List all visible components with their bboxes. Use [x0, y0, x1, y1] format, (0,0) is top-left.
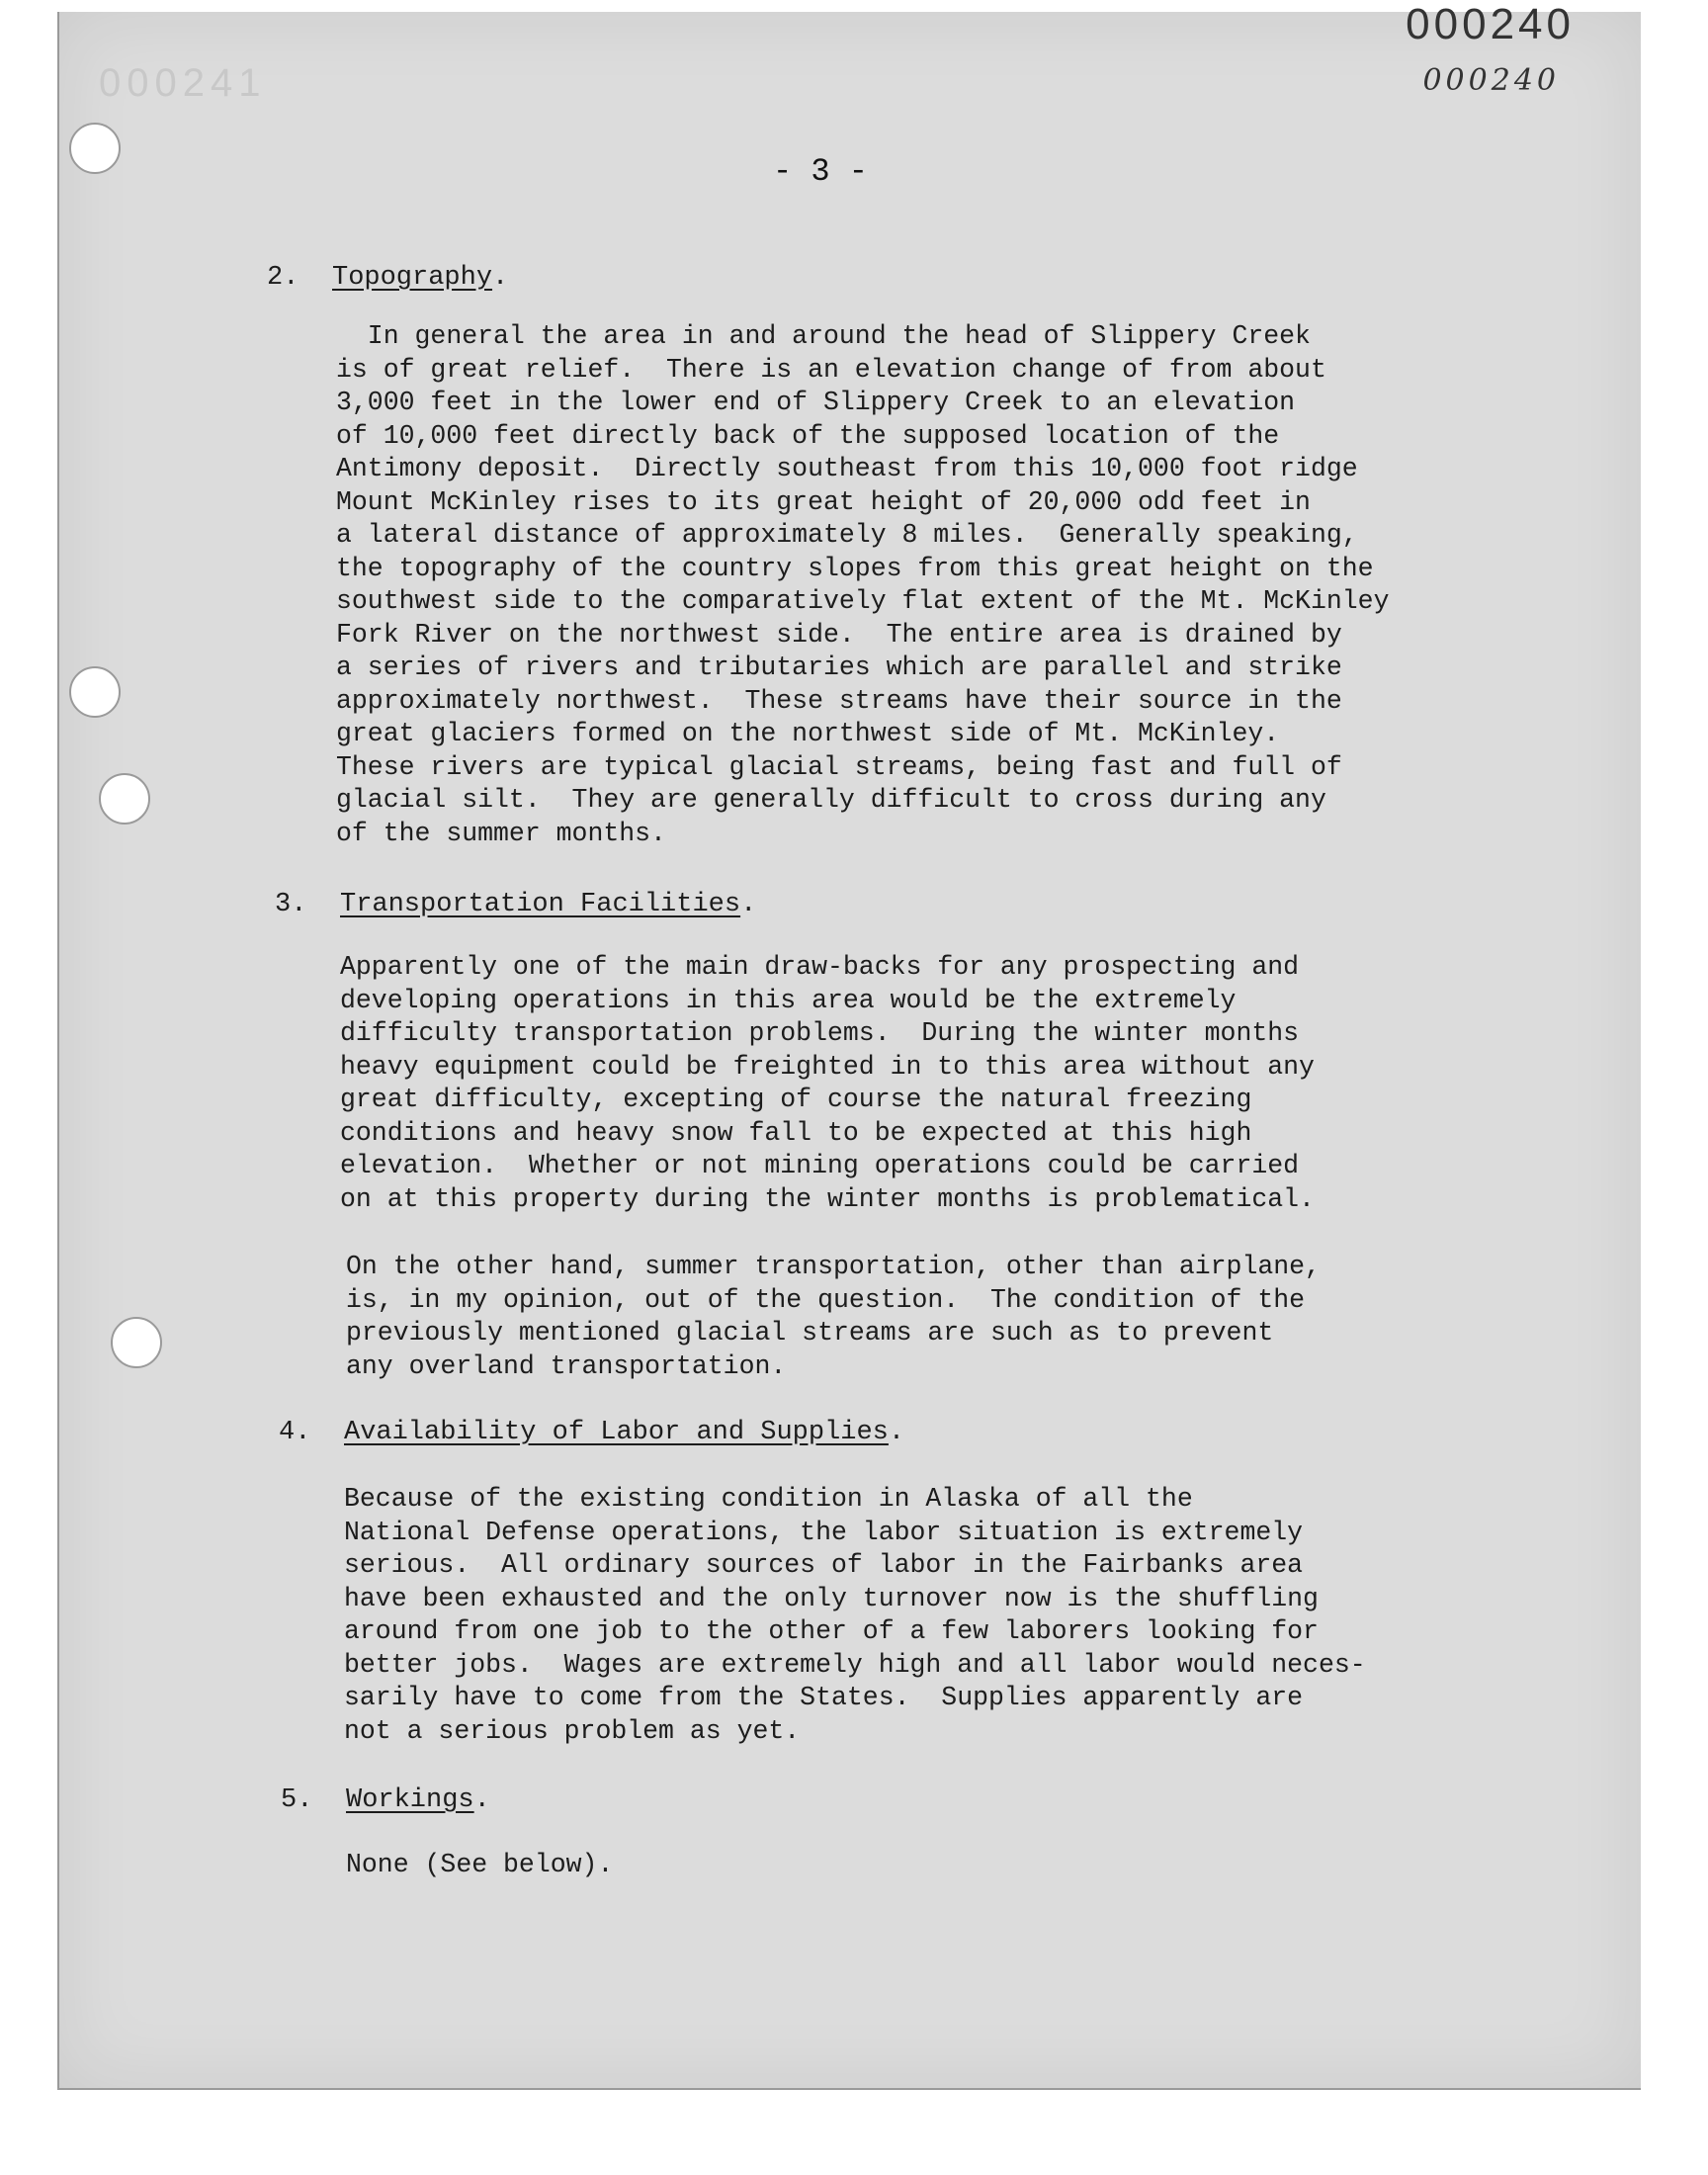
section-paragraph: Because of the existing condition in Alaska of all the National Defense operations, the labor situation is extremely serious. All ordinary sources of labor in the Fairbanks area have been exhausted and the only turnover now is the shuffling around from one job to the other of a few laborers looking for better jobs. Wages are extremely high and all labor would neces- sarily have to come from the States. Supplies apparently are not a serious problem as yet. [344, 1484, 1366, 1746]
section-heading-topography: 2. Topography. [267, 263, 509, 293]
section-heading-workings: 5. Workings. [281, 1785, 490, 1815]
section-heading-transportation: 3. Transportation Facilities. [275, 890, 757, 919]
section-paragraph: None (See below). [346, 1850, 614, 1879]
page-number: - 3 - [772, 153, 868, 190]
stamp-number: 000240 [1406, 0, 1575, 48]
section-title: Workings [346, 1785, 474, 1815]
section-number: 2. [267, 263, 299, 293]
ghost-page-number: 000241 [99, 61, 267, 105]
section-number: 4. [279, 1418, 311, 1447]
section-heading-labor: 4. Availability of Labor and Supplies. [279, 1418, 905, 1447]
punch-hole [69, 666, 121, 718]
punch-hole [99, 773, 150, 825]
section-number: 5. [281, 1785, 313, 1815]
handwritten-number: 000240 [1422, 63, 1560, 98]
section-title: Topography [332, 263, 493, 293]
section-paragraph: On the other hand, summer transportation, other than airplane, is, in my opinion, out of the question. The condition of the previously mentioned glacial streams are such as to prevent any overland transportation. [346, 1252, 1321, 1381]
section-paragraph: Apparently one of the main draw-backs for any prospecting and developing operations in this area would be the extremely difficulty transportation problems. During the winter months heavy equipment could be freighted in to this area without any great difficulty, excepting of course the natural freezing conditions and heavy snow fall to be expected at this high elevation. Whether or not mining operations could be carried on at this property during the winter months is problematical. [340, 952, 1315, 1214]
section-number: 3. [275, 890, 307, 919]
section-title: Availability of Labor and Supplies [344, 1418, 889, 1447]
punch-hole [111, 1317, 162, 1368]
section-paragraph: In general the area in and around the head of Slippery Creek is of great relief. There is an elevation change of from about 3,000 feet in the lower end of Slippery Creek to an elevation of 10,000 feet directly back of the supposed location of the Antimony deposit. Directly southeast from this 10,000 foot ridge Mount McKinley rises to its great height of 20,000 odd feet in a lateral distance of approximately 8 miles. Generally speaking, the topography of the country slopes from this great height on the southwest side to the comparatively flat extent of the Mt. McKinley Fork River on the northwest side. The entire area is drained by a series of rivers and tributaries which are parallel and strike approximately northwest. These streams have their source in the great glaciers formed on the northwest side of Mt. McKinley. These rivers are typical glacial streams, being fast and full of glacial silt. They are generally difficult to cross during any of the summer months. [336, 321, 1390, 848]
section-title: Transportation Facilities [340, 890, 741, 919]
